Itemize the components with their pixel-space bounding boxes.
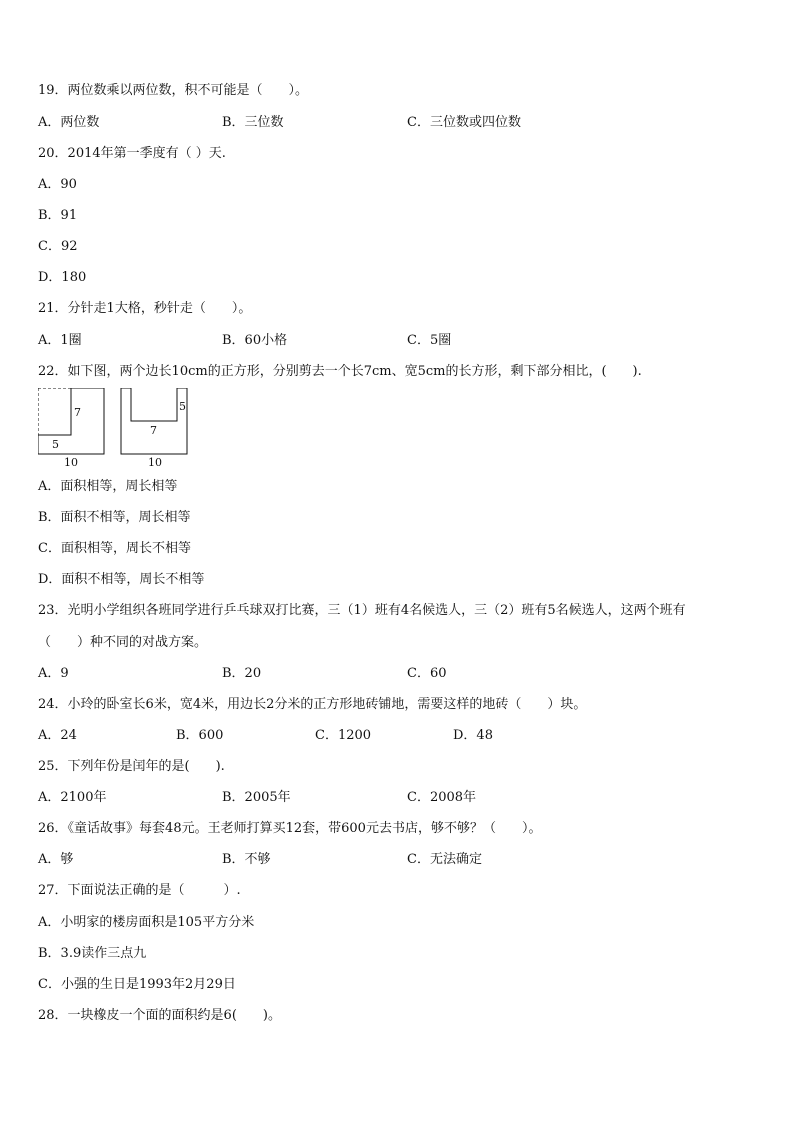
right-label-10: 10 bbox=[148, 456, 162, 469]
left-label-5: 5 bbox=[52, 438, 59, 451]
squares-diagram bbox=[38, 388, 198, 470]
question-27-stem: 27．下面说法正确的是（ ）. bbox=[38, 883, 241, 898]
question-26-stem: 26．《童话故事》每套48元。王老师打算买12套，带600元去书店，够不够？（ ）。 bbox=[38, 821, 542, 836]
q20-option-b: B．91 bbox=[38, 208, 78, 223]
q21-option-a: A．1圈 bbox=[38, 333, 82, 348]
q27-option-c: C．小强的生日是1993年2月29日 bbox=[38, 977, 236, 992]
q22-option-d: D．面积不相等，周长不相等 bbox=[38, 572, 205, 587]
q21-option-c: C．5圈 bbox=[407, 333, 452, 348]
q21-option-b: B．60小格 bbox=[222, 333, 288, 348]
right-label-7: 7 bbox=[150, 424, 157, 437]
left-label-10: 10 bbox=[64, 456, 78, 469]
right-square bbox=[121, 388, 187, 469]
q20-option-c: C．92 bbox=[38, 239, 78, 254]
q27-option-b: B．3.9读作三点九 bbox=[38, 946, 147, 961]
squares-figure bbox=[38, 388, 198, 474]
q23-option-c: C．60 bbox=[407, 666, 447, 681]
question-21-stem: 21．分针走1大格，秒针走（ ）。 bbox=[38, 301, 252, 316]
q24-option-b: B．600 bbox=[176, 728, 224, 743]
q24-option-a: A．24 bbox=[38, 728, 77, 743]
question-20-stem: 20．2014年第一季度有（ ）天. bbox=[38, 146, 226, 161]
q25-option-b: B．2005年 bbox=[222, 790, 291, 805]
left-label-7: 7 bbox=[74, 406, 81, 419]
right-label-5: 5 bbox=[179, 400, 186, 413]
q24-option-d: D．48 bbox=[453, 728, 493, 743]
q27-option-a: A．小明家的楼房面积是105平方分米 bbox=[38, 915, 255, 930]
q22-option-b: B．面积不相等，周长相等 bbox=[38, 510, 191, 525]
question-23-stem: 23．光明小学组织各班同学进行乒乓球双打比赛，三（1）班有4名候选人，三（2）班有5名候选人，这两个班有 bbox=[38, 603, 686, 618]
q20-option-d: D．180 bbox=[38, 270, 87, 285]
q26-option-c: C．无法确定 bbox=[407, 852, 482, 867]
q19-option-a: A．两位数 bbox=[38, 115, 100, 130]
question-19-stem: 19．两位数乘以两位数，积不可能是（ ）。 bbox=[38, 83, 309, 98]
question-24-stem: 24．小玲的卧室长6米，宽4米，用边长2分米的正方形地砖铺地，需要这样的地砖（ ）块。 bbox=[38, 697, 587, 712]
left-square bbox=[38, 388, 104, 469]
q25-option-a: A．2100年 bbox=[38, 790, 107, 805]
q19-option-b: B．三位数 bbox=[222, 115, 284, 130]
q24-option-c: C．1200 bbox=[315, 728, 372, 743]
q20-option-a: A．90 bbox=[38, 177, 77, 192]
q19-option-c: C．三位数或四位数 bbox=[407, 115, 521, 130]
question-28-stem: 28．一块橡皮一个面的面积约是6( )。 bbox=[38, 1008, 281, 1023]
q22-option-a: A．面积相等，周长相等 bbox=[38, 479, 178, 494]
question-22-stem: 22．如下图，两个边长10cm的正方形，分别剪去一个长7cm、宽5cm的长方形，剩下部分相比，( ). bbox=[38, 364, 642, 379]
q23-option-a: A．9 bbox=[38, 666, 69, 681]
q22-option-c: C．面积相等，周长不相等 bbox=[38, 541, 191, 556]
q26-option-a: A．够 bbox=[38, 852, 74, 867]
question-23-stem-continued: （ ）种不同的对战方案。 bbox=[38, 635, 208, 650]
q25-option-c: C．2008年 bbox=[407, 790, 477, 805]
q26-option-b: B．不够 bbox=[222, 852, 271, 867]
question-25-stem: 25．下列年份是闰年的是( ). bbox=[38, 759, 225, 774]
q23-option-b: B．20 bbox=[222, 666, 262, 681]
